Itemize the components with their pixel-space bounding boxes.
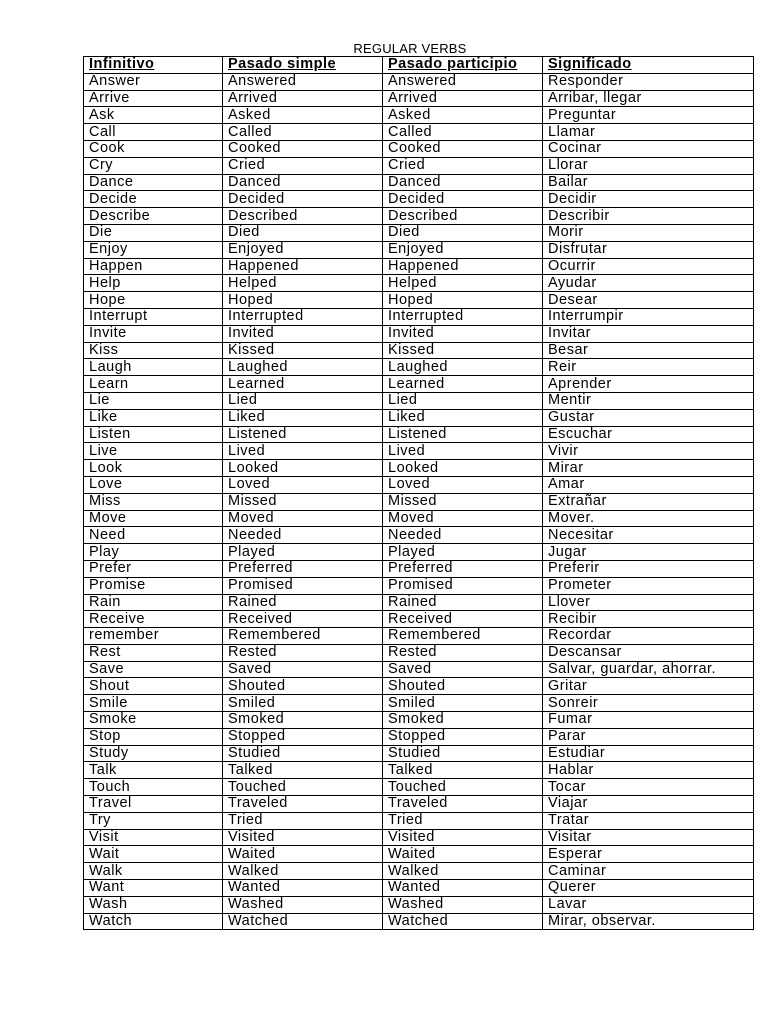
table-row (84, 796, 754, 813)
cell-pasado-participio: Preferred (383, 560, 543, 577)
cell-infinitivo: Promise (84, 577, 223, 594)
cell-pasado-participio: Shouted (383, 678, 543, 695)
table-row (84, 107, 754, 124)
cell-pasado-simple: Visited (223, 829, 383, 846)
cell-infinitivo: Enjoy (84, 241, 223, 258)
cell-pasado-participio: Danced (383, 174, 543, 191)
cell-infinitivo: Study (84, 745, 223, 762)
cell-significado: Besar (543, 342, 754, 359)
cell-pasado-participio: Enjoyed (383, 241, 543, 258)
cell-significado: Llamar (543, 124, 754, 141)
cell-significado: Bailar (543, 174, 754, 191)
table-row (84, 527, 754, 544)
cell-pasado-participio: Traveled (383, 796, 543, 813)
cell-pasado-participio: Liked (383, 409, 543, 426)
cell-significado: Extrañar (543, 493, 754, 510)
cell-significado: Descansar (543, 644, 754, 661)
table-row (84, 745, 754, 762)
table-row (84, 678, 754, 695)
cell-significado: Querer (543, 880, 754, 897)
cell-infinitivo: Learn (84, 376, 223, 393)
cell-pasado-simple: Arrived (223, 90, 383, 107)
cell-significado: Viajar (543, 796, 754, 813)
cell-significado: Ayudar (543, 275, 754, 292)
table-row (84, 191, 754, 208)
table-row (84, 124, 754, 141)
cell-infinitivo: Smoke (84, 712, 223, 729)
cell-pasado-participio: Tried (383, 812, 543, 829)
table-row (84, 779, 754, 796)
cell-pasado-simple: Watched (223, 913, 383, 930)
cell-pasado-participio: Missed (383, 493, 543, 510)
cell-pasado-simple: Lived (223, 443, 383, 460)
cell-infinitivo: Wait (84, 846, 223, 863)
table-row (84, 174, 754, 191)
cell-pasado-participio: Needed (383, 527, 543, 544)
verbs-table (83, 56, 754, 930)
cell-pasado-participio: Lived (383, 443, 543, 460)
cell-significado: Esperar (543, 846, 754, 863)
cell-pasado-participio: Invited (383, 325, 543, 342)
cell-significado: Llover (543, 594, 754, 611)
cell-significado: Tocar (543, 779, 754, 796)
cell-pasado-participio: Cried (383, 157, 543, 174)
cell-significado: Parar (543, 728, 754, 745)
cell-pasado-simple: Preferred (223, 560, 383, 577)
table-row (84, 544, 754, 561)
page-title: REGULAR VERBS (353, 41, 467, 56)
table-row (84, 426, 754, 443)
table-row (84, 728, 754, 745)
cell-infinitivo: Walk (84, 863, 223, 880)
cell-pasado-simple: Interrupted (223, 308, 383, 325)
cell-pasado-participio: Stopped (383, 728, 543, 745)
cell-significado: Lavar (543, 896, 754, 913)
cell-pasado-simple: Rested (223, 644, 383, 661)
table-row (84, 325, 754, 342)
cell-infinitivo: Love (84, 476, 223, 493)
header-infinitivo: Infinitivo (84, 57, 223, 74)
cell-significado: Responder (543, 73, 754, 90)
cell-pasado-participio: Answered (383, 73, 543, 90)
cell-infinitivo: Smile (84, 695, 223, 712)
cell-pasado-participio: Helped (383, 275, 543, 292)
cell-pasado-participio: Washed (383, 896, 543, 913)
cell-pasado-participio: Loved (383, 476, 543, 493)
cell-significado: Ocurrir (543, 258, 754, 275)
cell-significado: Preguntar (543, 107, 754, 124)
cell-significado: Recibir (543, 611, 754, 628)
cell-infinitivo: Hope (84, 292, 223, 309)
cell-infinitivo: Move (84, 510, 223, 527)
cell-pasado-simple: Liked (223, 409, 383, 426)
cell-significado: Recordar (543, 628, 754, 645)
table-row (84, 510, 754, 527)
table-row (84, 258, 754, 275)
cell-pasado-participio: Happened (383, 258, 543, 275)
table-row (84, 661, 754, 678)
cell-pasado-simple: Laughed (223, 359, 383, 376)
cell-infinitivo: Play (84, 544, 223, 561)
table-row (84, 376, 754, 393)
cell-significado: Jugar (543, 544, 754, 561)
cell-infinitivo: Decide (84, 191, 223, 208)
cell-pasado-participio: Touched (383, 779, 543, 796)
table-row (84, 140, 754, 157)
cell-pasado-participio: Called (383, 124, 543, 141)
cell-infinitivo: Receive (84, 611, 223, 628)
cell-pasado-simple: Cried (223, 157, 383, 174)
cell-significado: Describir (543, 208, 754, 225)
cell-significado: Arribar, llegar (543, 90, 754, 107)
cell-infinitivo: Arrive (84, 90, 223, 107)
cell-significado: Morir (543, 224, 754, 241)
cell-infinitivo: Invite (84, 325, 223, 342)
cell-pasado-participio: Moved (383, 510, 543, 527)
cell-pasado-participio: Died (383, 224, 543, 241)
cell-pasado-simple: Played (223, 544, 383, 561)
cell-pasado-simple: Stopped (223, 728, 383, 745)
table-row (84, 443, 754, 460)
table-row (84, 409, 754, 426)
table-row (84, 90, 754, 107)
table-row (84, 695, 754, 712)
cell-pasado-simple: Smoked (223, 712, 383, 729)
cell-pasado-simple: Missed (223, 493, 383, 510)
table-row (84, 863, 754, 880)
table-row (84, 880, 754, 897)
cell-significado: Mirar (543, 460, 754, 477)
cell-infinitivo: Cry (84, 157, 223, 174)
cell-infinitivo: Wash (84, 896, 223, 913)
table-row (84, 577, 754, 594)
cell-infinitivo: Kiss (84, 342, 223, 359)
cell-pasado-simple: Learned (223, 376, 383, 393)
table-row (84, 493, 754, 510)
cell-pasado-simple: Asked (223, 107, 383, 124)
cell-pasado-participio: Cooked (383, 140, 543, 157)
cell-pasado-participio: Saved (383, 661, 543, 678)
cell-pasado-simple: Tried (223, 812, 383, 829)
cell-significado: Necesitar (543, 527, 754, 544)
cell-pasado-simple: Hoped (223, 292, 383, 309)
cell-infinitivo: Cook (84, 140, 223, 157)
table-header-row (84, 57, 754, 74)
cell-significado: Estudiar (543, 745, 754, 762)
cell-significado: Desear (543, 292, 754, 309)
cell-significado: Invitar (543, 325, 754, 342)
cell-significado: Gustar (543, 409, 754, 426)
table-row (84, 913, 754, 930)
table-row (84, 846, 754, 863)
cell-pasado-simple: Enjoyed (223, 241, 383, 258)
cell-infinitivo: Visit (84, 829, 223, 846)
table-row (84, 644, 754, 661)
table-row (84, 292, 754, 309)
cell-pasado-participio: Arrived (383, 90, 543, 107)
cell-pasado-simple: Invited (223, 325, 383, 342)
cell-infinitivo: Touch (84, 779, 223, 796)
cell-infinitivo: Look (84, 460, 223, 477)
cell-pasado-participio: Hoped (383, 292, 543, 309)
cell-significado: Decidir (543, 191, 754, 208)
cell-infinitivo: Save (84, 661, 223, 678)
cell-pasado-simple: Walked (223, 863, 383, 880)
cell-pasado-participio: Played (383, 544, 543, 561)
cell-infinitivo: Miss (84, 493, 223, 510)
cell-pasado-simple: Shouted (223, 678, 383, 695)
cell-infinitivo: Help (84, 275, 223, 292)
cell-significado: Mirar, observar. (543, 913, 754, 930)
cell-significado: Fumar (543, 712, 754, 729)
cell-pasado-participio: Described (383, 208, 543, 225)
cell-infinitivo: Rest (84, 644, 223, 661)
cell-significado: Cocinar (543, 140, 754, 157)
table-row (84, 241, 754, 258)
cell-infinitivo: Like (84, 409, 223, 426)
cell-infinitivo: Laugh (84, 359, 223, 376)
cell-pasado-simple: Remembered (223, 628, 383, 645)
cell-significado: Escuchar (543, 426, 754, 443)
cell-significado: Mover. (543, 510, 754, 527)
cell-pasado-simple: Rained (223, 594, 383, 611)
table-row (84, 392, 754, 409)
cell-pasado-simple: Waited (223, 846, 383, 863)
cell-pasado-participio: Wanted (383, 880, 543, 897)
cell-pasado-participio: Laughed (383, 359, 543, 376)
table-row (84, 628, 754, 645)
table-row (84, 275, 754, 292)
cell-infinitivo: Lie (84, 392, 223, 409)
cell-pasado-participio: Talked (383, 762, 543, 779)
cell-pasado-simple: Listened (223, 426, 383, 443)
cell-significado: Amar (543, 476, 754, 493)
header-pasado-simple: Pasado simple (223, 57, 383, 74)
cell-infinitivo: Happen (84, 258, 223, 275)
table-row (84, 712, 754, 729)
cell-infinitivo: Die (84, 224, 223, 241)
cell-pasado-simple: Died (223, 224, 383, 241)
cell-pasado-simple: Saved (223, 661, 383, 678)
cell-infinitivo: Talk (84, 762, 223, 779)
table-row (84, 359, 754, 376)
cell-pasado-simple: Decided (223, 191, 383, 208)
cell-significado: Aprender (543, 376, 754, 393)
cell-significado: Vivir (543, 443, 754, 460)
cell-significado: Reir (543, 359, 754, 376)
table-row (84, 594, 754, 611)
cell-pasado-simple: Received (223, 611, 383, 628)
cell-pasado-participio: Lied (383, 392, 543, 409)
cell-pasado-simple: Smiled (223, 695, 383, 712)
cell-pasado-participio: Visited (383, 829, 543, 846)
cell-pasado-participio: Smiled (383, 695, 543, 712)
cell-infinitivo: Describe (84, 208, 223, 225)
cell-pasado-participio: Interrupted (383, 308, 543, 325)
table-row (84, 460, 754, 477)
cell-pasado-participio: Kissed (383, 342, 543, 359)
cell-infinitivo: Answer (84, 73, 223, 90)
cell-pasado-participio: Walked (383, 863, 543, 880)
cell-pasado-simple: Lied (223, 392, 383, 409)
cell-pasado-simple: Wanted (223, 880, 383, 897)
cell-infinitivo: Want (84, 880, 223, 897)
cell-infinitivo: Ask (84, 107, 223, 124)
cell-infinitivo: remember (84, 628, 223, 645)
cell-infinitivo: Live (84, 443, 223, 460)
cell-pasado-simple: Cooked (223, 140, 383, 157)
header-pasado-participio: Pasado participio (383, 57, 543, 74)
cell-pasado-simple: Needed (223, 527, 383, 544)
cell-pasado-simple: Happened (223, 258, 383, 275)
cell-significado: Interrumpir (543, 308, 754, 325)
header-significado: Significado (543, 57, 754, 74)
cell-pasado-simple: Danced (223, 174, 383, 191)
table-row (84, 476, 754, 493)
cell-significado: Preferir (543, 560, 754, 577)
cell-infinitivo: Interrupt (84, 308, 223, 325)
table-row (84, 342, 754, 359)
cell-infinitivo: Travel (84, 796, 223, 813)
cell-significado: Disfrutar (543, 241, 754, 258)
cell-significado: Hablar (543, 762, 754, 779)
table-row (84, 224, 754, 241)
cell-significado: Tratar (543, 812, 754, 829)
cell-pasado-simple: Talked (223, 762, 383, 779)
cell-pasado-simple: Called (223, 124, 383, 141)
cell-pasado-participio: Smoked (383, 712, 543, 729)
cell-infinitivo: Shout (84, 678, 223, 695)
cell-pasado-simple: Promised (223, 577, 383, 594)
cell-significado: Mentir (543, 392, 754, 409)
cell-pasado-participio: Promised (383, 577, 543, 594)
cell-significado: Gritar (543, 678, 754, 695)
table-row (84, 829, 754, 846)
cell-infinitivo: Dance (84, 174, 223, 191)
table-row (84, 308, 754, 325)
cell-pasado-simple: Studied (223, 745, 383, 762)
cell-pasado-participio: Looked (383, 460, 543, 477)
table-row (84, 611, 754, 628)
cell-pasado-simple: Moved (223, 510, 383, 527)
cell-significado: Caminar (543, 863, 754, 880)
cell-pasado-participio: Received (383, 611, 543, 628)
cell-pasado-simple: Washed (223, 896, 383, 913)
cell-pasado-participio: Waited (383, 846, 543, 863)
table-body (84, 73, 754, 930)
cell-significado: Sonreir (543, 695, 754, 712)
cell-pasado-participio: Asked (383, 107, 543, 124)
table-row (84, 762, 754, 779)
cell-infinitivo: Listen (84, 426, 223, 443)
cell-pasado-simple: Answered (223, 73, 383, 90)
table-row (84, 208, 754, 225)
cell-pasado-participio: Remembered (383, 628, 543, 645)
table-row (84, 560, 754, 577)
table-row (84, 73, 754, 90)
cell-significado: Visitar (543, 829, 754, 846)
cell-pasado-participio: Learned (383, 376, 543, 393)
table-row (84, 896, 754, 913)
cell-significado: Llorar (543, 157, 754, 174)
cell-significado: Prometer (543, 577, 754, 594)
cell-pasado-simple: Loved (223, 476, 383, 493)
cell-infinitivo: Need (84, 527, 223, 544)
cell-infinitivo: Call (84, 124, 223, 141)
cell-infinitivo: Rain (84, 594, 223, 611)
cell-pasado-participio: Rested (383, 644, 543, 661)
cell-pasado-participio: Watched (383, 913, 543, 930)
cell-pasado-simple: Described (223, 208, 383, 225)
cell-pasado-participio: Studied (383, 745, 543, 762)
cell-pasado-simple: Touched (223, 779, 383, 796)
cell-pasado-participio: Rained (383, 594, 543, 611)
cell-infinitivo: Stop (84, 728, 223, 745)
table-row (84, 157, 754, 174)
cell-pasado-simple: Traveled (223, 796, 383, 813)
table-row (84, 812, 754, 829)
cell-significado: Salvar, guardar, ahorrar. (543, 661, 754, 678)
cell-infinitivo: Try (84, 812, 223, 829)
cell-infinitivo: Watch (84, 913, 223, 930)
cell-pasado-simple: Kissed (223, 342, 383, 359)
cell-pasado-simple: Helped (223, 275, 383, 292)
cell-pasado-simple: Looked (223, 460, 383, 477)
cell-pasado-participio: Decided (383, 191, 543, 208)
cell-pasado-participio: Listened (383, 426, 543, 443)
cell-infinitivo: Prefer (84, 560, 223, 577)
